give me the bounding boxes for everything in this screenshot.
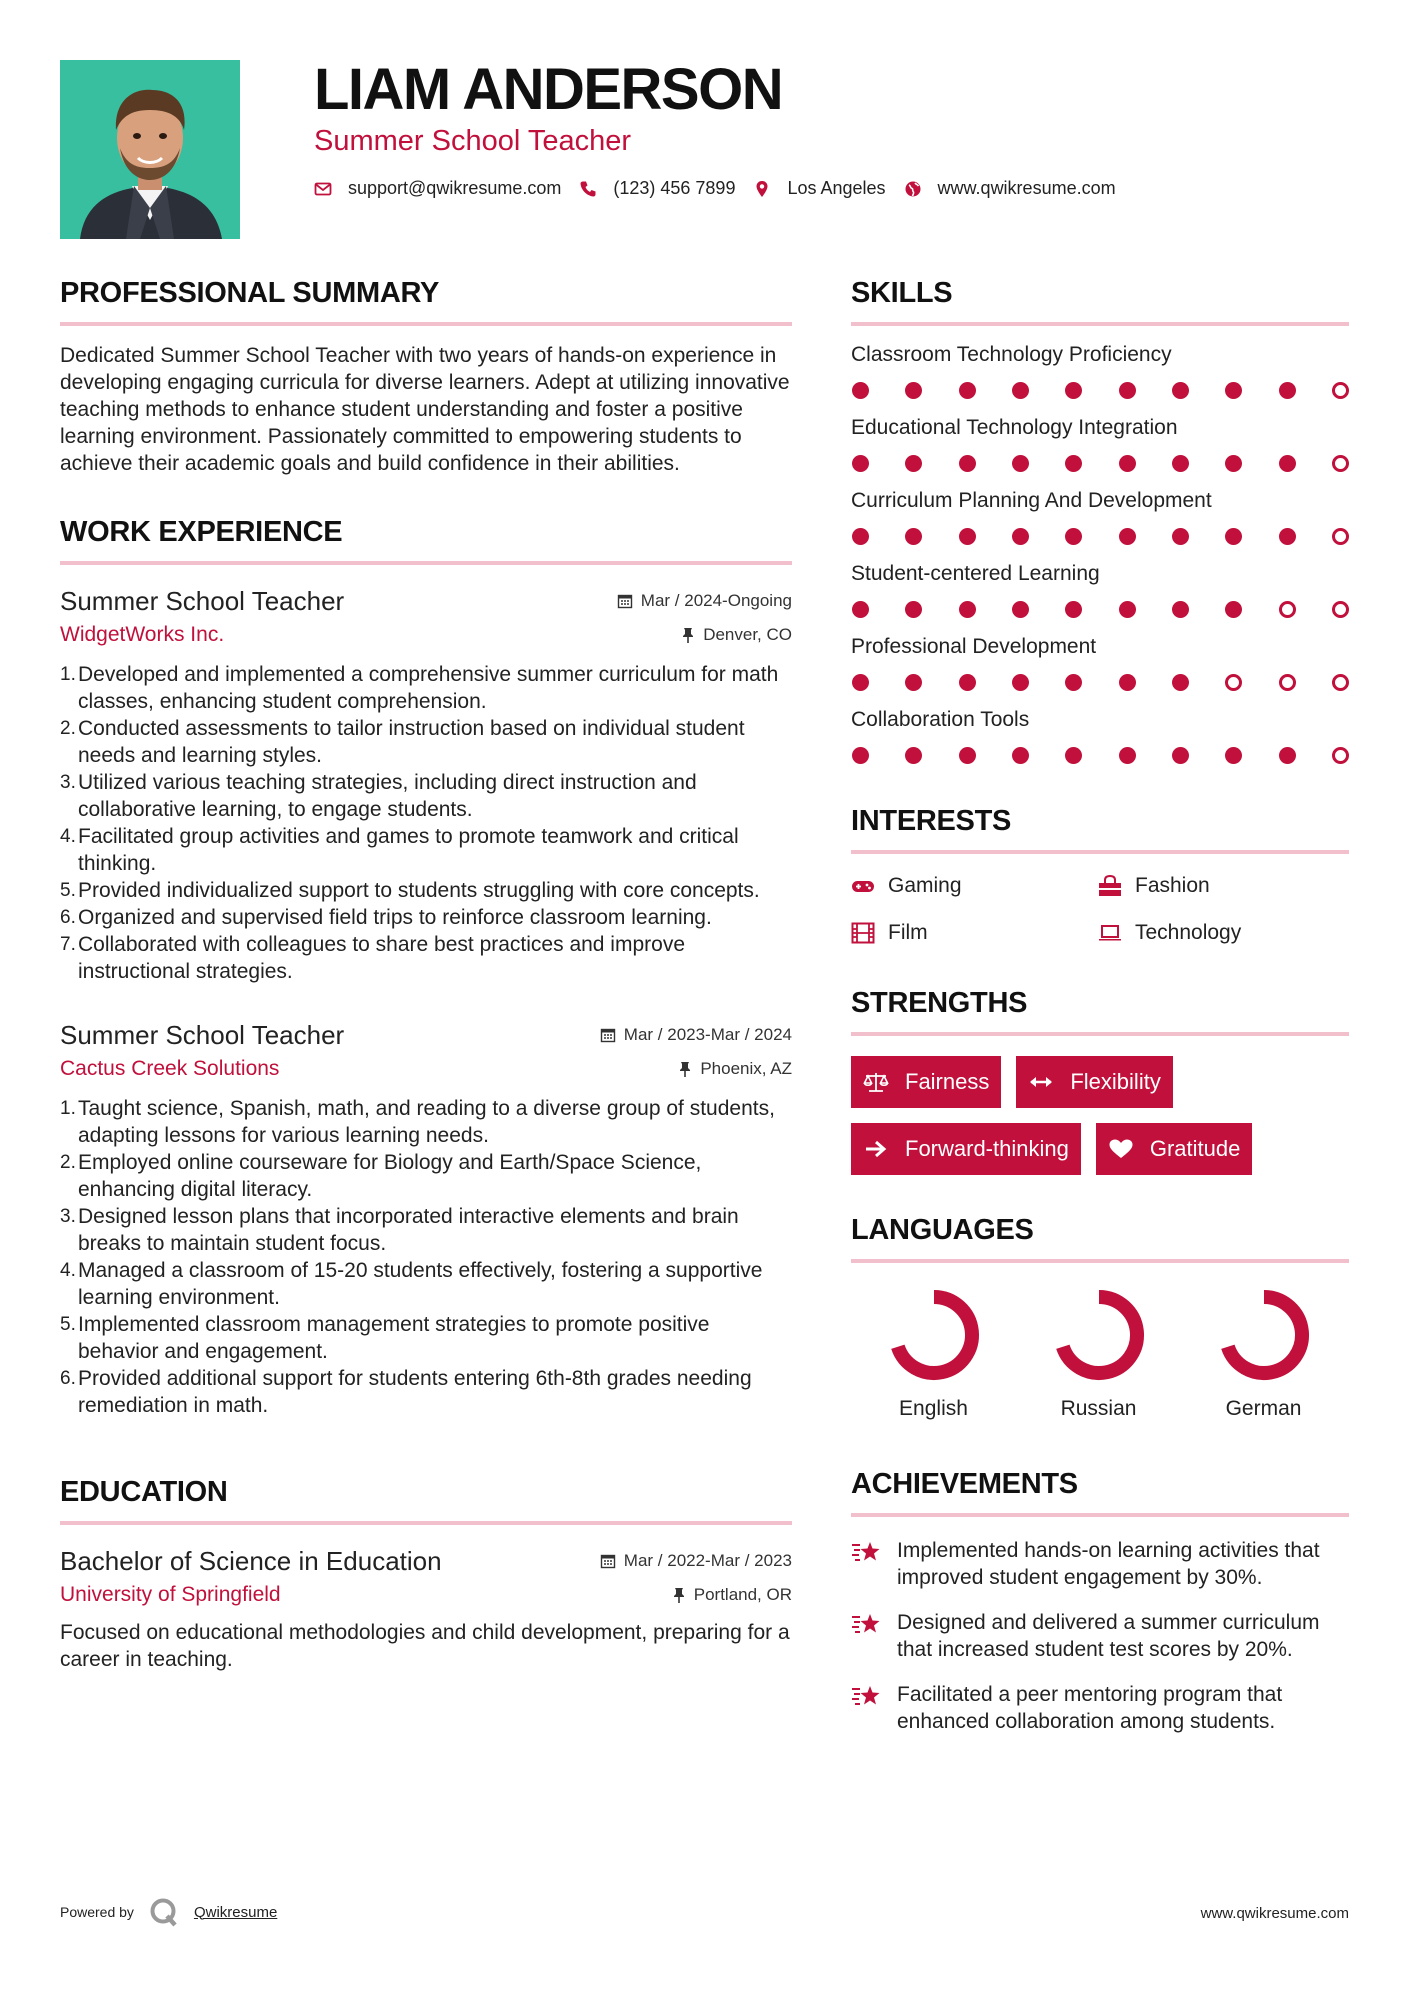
- strength-label: Forward-thinking: [905, 1136, 1069, 1161]
- rating-dot-filled: [852, 747, 869, 764]
- powered-by-label: Powered by: [60, 1904, 134, 1920]
- contact-phone-text: (123) 456 7899: [613, 178, 736, 198]
- achievement-item: [851, 1609, 1349, 1663]
- contact-email[interactable]: [314, 178, 561, 199]
- rating-dot-filled: [1172, 382, 1189, 399]
- right-column: [851, 276, 1349, 1735]
- company-name: WidgetWorks Inc.: [60, 623, 225, 646]
- envelope-icon: [314, 180, 332, 198]
- profile-photo: [60, 60, 240, 239]
- skill-name: Collaboration Tools: [851, 708, 1030, 731]
- rating-dot-filled: [1119, 674, 1136, 691]
- candidate-title: Summer School Teacher: [314, 125, 632, 157]
- rating-dot-filled: [1172, 747, 1189, 764]
- achievement-text: Facilitated a peer mentoring program that enhanced collaboration among students.: [897, 1683, 1283, 1733]
- heart-icon: [1108, 1138, 1134, 1160]
- rating-dot-filled: [1012, 747, 1029, 764]
- school-name: University of Springfield: [60, 1583, 281, 1606]
- rating-dot-empty: [1279, 674, 1296, 691]
- work-experience-section: [60, 515, 792, 1419]
- footer-website[interactable]: www.qwikresume.com: [1200, 1905, 1349, 1922]
- skill-item: [851, 415, 1349, 472]
- section-title: PROFESSIONAL SUMMARY: [60, 277, 440, 309]
- strength-chip: [851, 1056, 1001, 1108]
- language-name: English: [899, 1397, 968, 1420]
- rating-dot-filled: [852, 455, 869, 472]
- section-title: STRENGTHS: [851, 987, 1028, 1019]
- strength-chip: [1096, 1123, 1253, 1175]
- skill-name: Educational Technology Integration: [851, 416, 1178, 439]
- strength-label: Fairness: [905, 1069, 990, 1094]
- arrows-horizontal-icon: [1028, 1071, 1054, 1093]
- rating-dot-filled: [852, 382, 869, 399]
- company-name: Cactus Creek Solutions: [60, 1057, 280, 1080]
- rating-dot-filled: [1279, 382, 1296, 399]
- rating-dot-filled: [959, 382, 976, 399]
- achievements-section: [851, 1467, 1349, 1735]
- language-level-ring: [1214, 1285, 1314, 1385]
- skill-name: Professional Development: [851, 635, 1097, 658]
- language-name: Russian: [1060, 1397, 1137, 1420]
- qwikresume-logo-icon: [148, 1896, 180, 1928]
- job-date-text: Mar / 2023-Mar / 2024: [623, 1025, 792, 1044]
- education-section: [60, 1475, 792, 1673]
- skill-name: Curriculum Planning And Development: [851, 489, 1212, 512]
- language-level-arc: [897, 1297, 971, 1373]
- education-date-text: Mar / 2022-Mar / 2023: [623, 1551, 792, 1570]
- rating-dot-filled: [1225, 382, 1242, 399]
- achievement-text: Designed and delivered a summer curriculum that increased student test scores by 20%.: [897, 1611, 1320, 1661]
- shooting-star-icon: [851, 1539, 883, 1565]
- job-title: Summer School Teacher: [60, 1020, 345, 1050]
- rating-dot-filled: [959, 601, 976, 618]
- interest-item: [851, 872, 1098, 899]
- film-icon: [851, 922, 875, 944]
- language-item: [851, 1285, 1016, 1421]
- laptop-icon: [1098, 922, 1122, 944]
- job-location: [678, 1059, 792, 1079]
- section-title: SKILLS: [851, 277, 953, 309]
- rating-dot-filled: [1012, 455, 1029, 472]
- interest-item: [1098, 919, 1348, 946]
- rating-dot-filled: [852, 528, 869, 545]
- shooting-star-icon: [851, 1683, 883, 1709]
- rating-dot-empty: [1332, 528, 1349, 545]
- rating-dot-filled: [1225, 601, 1242, 618]
- skills-list: [851, 342, 1349, 764]
- rating-dot-filled: [1279, 528, 1296, 545]
- interest-label: Fashion: [1135, 874, 1210, 897]
- rating-dot-filled: [959, 455, 976, 472]
- rating-dot-filled: [1279, 455, 1296, 472]
- phone-icon: [579, 180, 597, 198]
- contact-website[interactable]: [904, 178, 1116, 199]
- degree-title: Bachelor of Science in Education: [60, 1546, 442, 1576]
- job-entry: [60, 1019, 792, 1419]
- skill-name: Classroom Technology Proficiency: [851, 343, 1172, 366]
- skill-rating: [851, 674, 1349, 691]
- job-title: Summer School Teacher: [60, 586, 345, 616]
- list-item: 2. Employed online courseware for Biology and Earth/Space Science, enhancing digital literacy.: [60, 1151, 702, 1201]
- job-location-text: Phoenix, AZ: [700, 1059, 792, 1078]
- rating-dot-filled: [959, 747, 976, 764]
- interest-item: [1098, 872, 1348, 899]
- rating-dot-filled: [852, 674, 869, 691]
- strength-chip: [1016, 1056, 1172, 1108]
- section-divider: [851, 1259, 1349, 1263]
- rating-dot-filled: [1225, 455, 1242, 472]
- arrow-right-icon: [863, 1138, 889, 1160]
- rating-dot-filled: [905, 674, 922, 691]
- section-title: LANGUAGES: [851, 1214, 1034, 1246]
- footer-powered-by: [60, 1896, 277, 1928]
- rating-dot-filled: [1065, 747, 1082, 764]
- rating-dot-filled: [1065, 455, 1082, 472]
- rating-dot-empty: [1279, 601, 1296, 618]
- professional-summary-section: [60, 276, 792, 477]
- skill-rating: [851, 455, 1349, 472]
- strength-label: Gratitude: [1149, 1136, 1241, 1161]
- shopping-bag-icon: [1098, 875, 1122, 897]
- rating-dot-filled: [905, 382, 922, 399]
- rating-dot-empty: [1225, 674, 1242, 691]
- section-title: EDUCATION: [60, 1476, 228, 1508]
- rating-dot-empty: [1332, 455, 1349, 472]
- rating-dot-filled: [1119, 528, 1136, 545]
- job-bullets: [60, 661, 792, 985]
- summary-text: Dedicated Summer School Teacher with two years of hands-on experience in developing engaging curricula for diverse learners. Adept at utilizing innovative teaching methods to enhance student understanding and foster a positive learning environment. Passionately committed to empowering students to achieve their academic goals and build confidence in their abilities.: [60, 344, 790, 475]
- section-divider: [851, 850, 1349, 854]
- skill-item: [851, 634, 1349, 691]
- balance-scale-icon: [863, 1071, 889, 1093]
- list-item: 6. Organized and supervised field trips to reinforce classroom learning.: [60, 906, 712, 929]
- language-name: German: [1225, 1397, 1302, 1420]
- list-item: 4. Managed a classroom of 15-20 students effectively, fostering a supportive learning environment.: [60, 1259, 763, 1309]
- strengths-section: [851, 986, 1349, 1190]
- language-item: [1181, 1285, 1346, 1421]
- education-location: [672, 1585, 792, 1605]
- rating-dot-filled: [1012, 674, 1029, 691]
- qwikresume-link[interactable]: Qwikresume: [193, 1903, 278, 1921]
- left-column: [60, 276, 792, 1673]
- rating-dot-filled: [1119, 382, 1136, 399]
- pushpin-icon: [678, 1061, 692, 1077]
- language-level-arc: [1227, 1297, 1301, 1373]
- section-title: INTERESTS: [851, 805, 1012, 837]
- contact-bar: [314, 178, 1134, 199]
- skill-item: [851, 342, 1349, 399]
- contact-location: [753, 178, 885, 199]
- rating-dot-filled: [1065, 382, 1082, 399]
- shooting-star-icon: [851, 1611, 883, 1637]
- rating-dot-empty: [1332, 601, 1349, 618]
- rating-dot-empty: [1332, 674, 1349, 691]
- job-bullets: [60, 1095, 792, 1419]
- list-item: 5. Implemented classroom management strategies to promote positive behavior and engagement.: [60, 1313, 710, 1363]
- skill-item: [851, 707, 1349, 764]
- rating-dot-empty: [1332, 382, 1349, 399]
- achievement-text: Implemented hands-on learning activities that improved student engagement by 30%.: [897, 1539, 1320, 1589]
- calendar-icon: [600, 1553, 616, 1569]
- rating-dot-filled: [1119, 455, 1136, 472]
- candidate-name: LIAM ANDERSON: [314, 57, 783, 122]
- pushpin-icon: [672, 1587, 686, 1603]
- interest-label: Technology: [1135, 921, 1242, 944]
- rating-dot-filled: [1119, 747, 1136, 764]
- skill-item: [851, 488, 1349, 545]
- map-pin-icon: [753, 180, 771, 198]
- job-entry: [60, 585, 792, 985]
- interests-section: [851, 804, 1349, 946]
- contact-phone[interactable]: [579, 178, 735, 199]
- rating-dot-filled: [852, 601, 869, 618]
- skills-section: [851, 276, 1349, 764]
- job-date: [617, 591, 792, 611]
- language-level-ring: [884, 1285, 984, 1385]
- rating-dot-filled: [1065, 528, 1082, 545]
- skill-rating: [851, 747, 1349, 764]
- rating-dot-filled: [1012, 382, 1029, 399]
- strength-label: Flexibility: [1070, 1069, 1161, 1094]
- interest-label: Film: [888, 921, 928, 944]
- skill-rating: [851, 528, 1349, 545]
- section-divider: [851, 1032, 1349, 1036]
- globe-icon: [904, 180, 922, 198]
- rating-dot-filled: [1065, 674, 1082, 691]
- rating-dot-filled: [1172, 455, 1189, 472]
- job-date-text: Mar / 2024-Ongoing: [640, 591, 792, 610]
- job-location: [681, 625, 792, 645]
- rating-dot-filled: [1172, 601, 1189, 618]
- rating-dot-filled: [1119, 601, 1136, 618]
- rating-dot-filled: [1172, 528, 1189, 545]
- rating-dot-filled: [1012, 528, 1029, 545]
- job-location-text: Denver, CO: [703, 625, 792, 644]
- list-item: 1. Developed and implemented a comprehensive summer curriculum for math classes, enhancing student comprehension.: [60, 663, 779, 713]
- rating-dot-filled: [1225, 747, 1242, 764]
- rating-dot-filled: [905, 528, 922, 545]
- list-item: 4. Facilitated group activities and games to promote teamwork and critical thinking.: [60, 825, 739, 875]
- list-item: 2. Conducted assessments to tailor instruction based on individual student needs and learning styles.: [60, 717, 745, 767]
- contact-email-text: support@qwikresume.com: [348, 178, 562, 198]
- section-divider: [851, 322, 1349, 326]
- education-location-text: Portland, OR: [693, 1585, 792, 1604]
- rating-dot-filled: [905, 601, 922, 618]
- section-title: ACHIEVEMENTS: [851, 1468, 1078, 1500]
- list-item: 5. Provided individualized support to students struggling with core concepts.: [60, 879, 760, 902]
- gamepad-icon: [851, 875, 875, 897]
- achievement-item: [851, 1537, 1349, 1591]
- job-date: [600, 1025, 792, 1045]
- education-date: [600, 1551, 792, 1571]
- languages-section: [851, 1213, 1349, 1421]
- interest-item: [851, 919, 1098, 946]
- rating-dot-filled: [1012, 601, 1029, 618]
- section-title: WORK EXPERIENCE: [60, 516, 343, 548]
- rating-dot-filled: [959, 674, 976, 691]
- calendar-icon: [600, 1027, 616, 1043]
- skill-rating: [851, 382, 1349, 399]
- rating-dot-filled: [905, 747, 922, 764]
- section-divider: [60, 322, 792, 326]
- language-level-arc: [1062, 1297, 1136, 1373]
- rating-dot-empty: [1332, 747, 1349, 764]
- pushpin-icon: [681, 627, 695, 643]
- skill-item: [851, 561, 1349, 618]
- education-entry: [60, 1545, 792, 1673]
- skill-name: Student-centered Learning: [851, 562, 1100, 585]
- contact-website-text: www.qwikresume.com: [937, 178, 1116, 198]
- strength-chip: [851, 1123, 1081, 1175]
- section-divider: [60, 1521, 792, 1525]
- language-item: [1016, 1285, 1181, 1421]
- list-item: 6. Provided additional support for students entering 6th-8th grades needing remediation in math.: [60, 1367, 752, 1417]
- achievement-item: [851, 1681, 1349, 1735]
- calendar-icon: [617, 593, 633, 609]
- section-divider: [851, 1513, 1349, 1517]
- contact-location-text: Los Angeles: [787, 178, 886, 198]
- rating-dot-filled: [905, 455, 922, 472]
- list-item: 3. Utilized various teaching strategies, including direct instruction and collaborative learning, to engage students.: [60, 771, 697, 821]
- list-item: 1. Taught science, Spanish, math, and reading to a diverse group of students, adapting lessons for various learning needs.: [60, 1097, 775, 1147]
- rating-dot-filled: [1065, 601, 1082, 618]
- rating-dot-filled: [1225, 528, 1242, 545]
- language-level-ring: [1049, 1285, 1149, 1385]
- section-divider: [60, 561, 792, 565]
- rating-dot-filled: [959, 528, 976, 545]
- rating-dot-filled: [1279, 747, 1296, 764]
- skill-rating: [851, 601, 1349, 618]
- rating-dot-filled: [1172, 674, 1189, 691]
- interest-label: Gaming: [888, 874, 962, 897]
- list-item: 7. Collaborated with colleagues to share best practices and improve instructional strategies.: [60, 933, 686, 983]
- education-description: Focused on educational methodologies and child development, preparing for a career in teaching.: [60, 1621, 790, 1671]
- list-item: 3. Designed lesson plans that incorporated interactive elements and brain breaks to maintain student focus.: [60, 1205, 739, 1255]
